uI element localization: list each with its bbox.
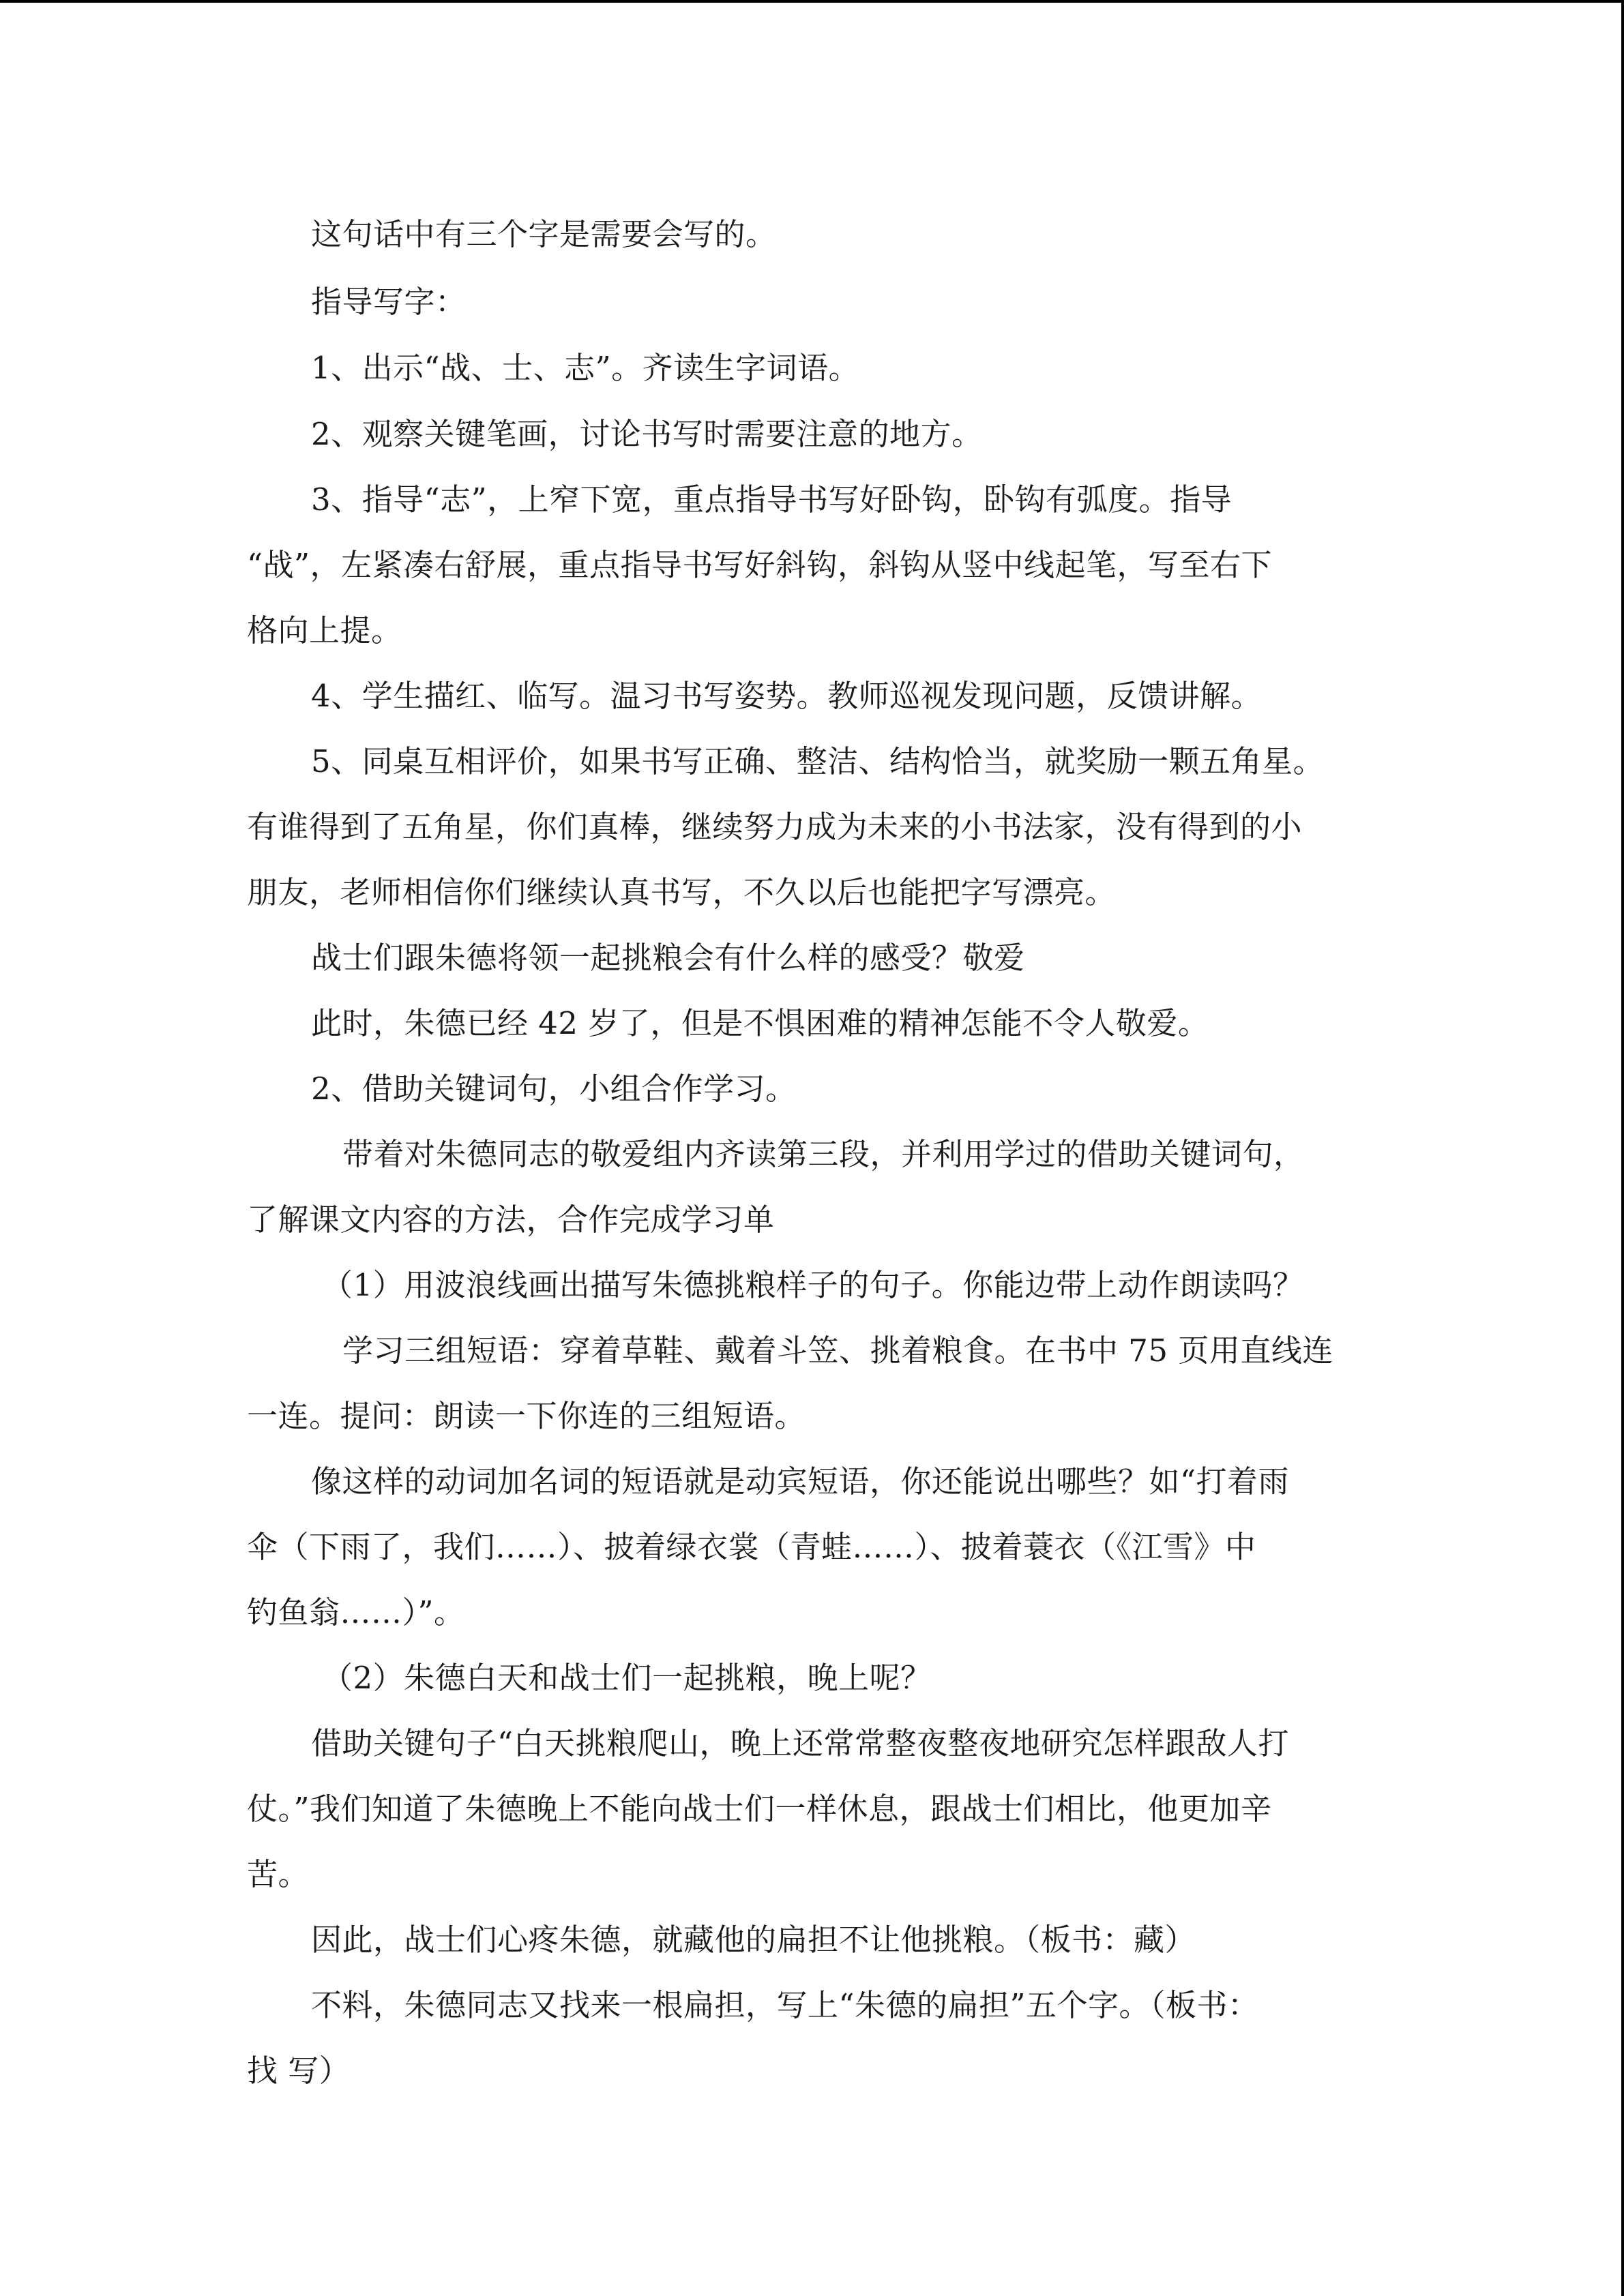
text-line: 2、观察关键笔画，讨论书写时需要注意的地方。 [311,416,983,452]
text-line: 朋友，老师相信你们继续认真书写，不久以后也能把字写漂亮。 [247,874,1117,910]
text-line: 像这样的动词加名词的短语就是动宾短语，你还能说出哪些？如“打着雨 [311,1463,1290,1500]
text-line: 一连。提问：朗读一下你连的三组短语。 [247,1398,806,1434]
text-line: 格向上提。 [247,612,402,648]
text-line: 3、指导“志”，上窄下宽，重点指导书写好卧钩，卧钩有弧度。指导 [311,481,1232,518]
text-line: 这句话中有三个字是需要会写的。 [311,216,777,252]
text-line: 不料，朱德同志又找来一根扁担，写上“朱德的扁担”五个字。（板书： [311,1987,1259,2023]
text-line: 5、同桌互相评价，如果书写正确、整洁、结构恰当，就奖励一颗五角星。 [311,743,1325,779]
text-line: 钓鱼翁……）”。 [247,1594,465,1630]
text-line: 有谁得到了五角星，你们真棒，继续努力成为未来的小书法家，没有得到的小 [247,809,1303,845]
text-line: 借助关键句子“白天挑粮爬山，晚上还常常整夜整夜地研究怎样跟敌人打 [311,1725,1290,1761]
text-line: 找 写） [247,2053,351,2089]
text-line: （2）朱德白天和战士们一起挑粮，晚上呢？ [322,1660,932,1696]
text-line: 仗。”我们知道了朱德晚上不能向战士们一样休息，跟战士们相比，他更加辛 [247,1791,1272,1827]
text-line: 苦。 [247,1856,310,1892]
text-line: 此时，朱德已经 42 岁了，但是不惧困难的精神怎能不令人敬爱。 [311,1005,1209,1041]
text-line: 了解课文内容的方法，合作完成学习单 [247,1202,775,1238]
text-line: 带着对朱德同志的敬爱组内齐读第三段，并利用学过的借助关键词句， [342,1136,1305,1172]
text-line: 2、借助关键词句，小组合作学习。 [311,1071,797,1107]
text-line: 因此，战士们心疼朱德，就藏他的扁担不让他挑粮。（板书：藏） [311,1922,1196,1958]
text-line: 学习三组短语：穿着草鞋、戴着斗笠、挑着粮食。在书中 75 页用直线连 [342,1332,1333,1369]
page-border-right [1621,0,1624,2296]
text-line: 伞（下雨了，我们……）、披着绿衣裳（青蛙……）、披着蓑衣（《江雪》中 [247,1529,1256,1565]
text-line: 指导写字： [311,284,467,320]
text-line: 战士们跟朱德将领一起挑粮会有什么样的感受？敬爱 [311,940,1025,976]
text-line: “战”，左紧凑右舒展，重点指导书写好斜钩，斜钩从竖中线起笔，写至右下 [247,547,1273,583]
text-line: （1）用波浪线画出描写朱德挑粮样子的句子。你能边带上动作朗读吗？ [322,1267,1304,1303]
text-line: 4、学生描红、临写。温习书写姿势。教师巡视发现问题，反馈讲解。 [311,678,1263,714]
text-line: 1、出示“战、士、志”。齐读生字词语。 [311,350,860,386]
page-border-top [0,0,1624,3]
